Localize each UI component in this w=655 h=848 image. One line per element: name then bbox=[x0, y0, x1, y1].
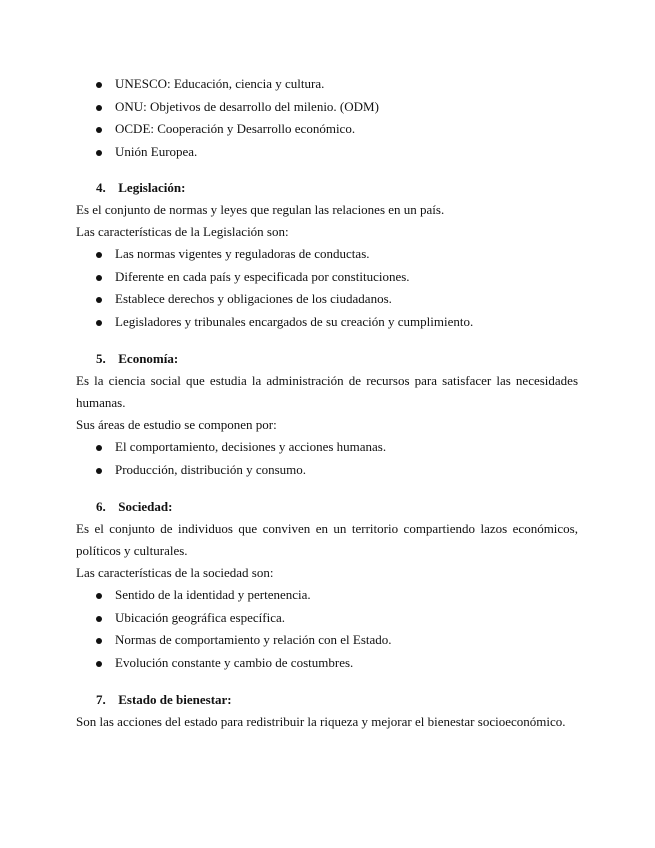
list-item-text: Las normas vigentes y reguladoras de conductas. bbox=[115, 246, 370, 261]
section-number: 4. bbox=[96, 180, 106, 195]
list-item-text: OCDE: Cooperación y Desarrollo económico. bbox=[115, 121, 356, 136]
section-title: Estado de bienestar: bbox=[118, 692, 232, 707]
list-item bbox=[76, 243, 578, 266]
section-list bbox=[76, 584, 578, 674]
list-item-text: Unión Europea. bbox=[115, 143, 198, 159]
list-item-text: El comportamiento, decisiones y acciones humanas. bbox=[115, 439, 387, 454]
list-item-text: Sentido de la identidad y pertenencia. bbox=[115, 587, 311, 602]
section-sociedad bbox=[76, 496, 578, 674]
list-item-text: Producción, distribución y consumo. bbox=[115, 461, 307, 477]
section-title: Legislación: bbox=[118, 180, 186, 195]
list-item bbox=[76, 288, 578, 311]
section-list bbox=[76, 243, 578, 333]
section-intro: Sus áreas de estudio se componen por: bbox=[76, 417, 277, 432]
section-definition: Son las acciones del estado para redistribuir la riqueza y mejorar el bienestar socioeconómico. bbox=[76, 714, 566, 729]
bullet-icon bbox=[96, 661, 102, 667]
section-heading bbox=[76, 177, 578, 199]
section-economia bbox=[76, 348, 578, 481]
section-estado-de-bienestar bbox=[76, 689, 578, 733]
bullet-icon bbox=[96, 320, 102, 326]
list-item bbox=[76, 311, 578, 334]
list-item-text: Normas de comportamiento y relación con el Estado. bbox=[115, 632, 392, 647]
section-legislacion bbox=[76, 177, 578, 333]
section-list bbox=[76, 436, 578, 481]
section-heading bbox=[76, 496, 578, 518]
list-item bbox=[76, 266, 578, 289]
list-item bbox=[76, 436, 578, 459]
list-item-text: Evolución constante y cambio de costumbres. bbox=[115, 654, 354, 670]
bullet-icon bbox=[96, 593, 102, 599]
section-intro: Las características de la sociedad son: bbox=[76, 565, 274, 580]
bullet-icon bbox=[96, 82, 102, 88]
list-item bbox=[76, 459, 578, 482]
bullet-icon bbox=[96, 445, 102, 451]
list-item-text: Establece derechos y obligaciones de los ciudadanos. bbox=[115, 291, 392, 306]
bullet-icon bbox=[96, 275, 102, 281]
bullet-icon bbox=[96, 468, 102, 474]
section-number: 6. bbox=[96, 499, 106, 514]
list-item-text: Legisladores y tribunales encargados de su creación y cumplimiento. bbox=[115, 313, 474, 329]
bullet-icon bbox=[96, 616, 102, 622]
section-heading bbox=[76, 348, 578, 370]
section-title: Economía: bbox=[118, 351, 179, 366]
list-item bbox=[76, 584, 578, 607]
bullet-icon bbox=[96, 105, 102, 111]
section-heading bbox=[76, 689, 578, 711]
list-item bbox=[76, 73, 578, 96]
list-item bbox=[76, 118, 578, 141]
section-number: 7. bbox=[96, 692, 106, 707]
bullet-icon bbox=[96, 638, 102, 644]
section-number: 5. bbox=[96, 351, 106, 366]
section-definition: Es la ciencia social que estudia la administración de recursos para satisfacer las necesidades humanas. bbox=[76, 373, 578, 410]
document-page bbox=[76, 73, 578, 733]
list-item bbox=[76, 96, 578, 119]
bullet-icon bbox=[96, 127, 102, 133]
bullet-icon bbox=[96, 150, 102, 156]
section-intro: Las características de la Legislación son: bbox=[76, 224, 289, 239]
organizations-list bbox=[76, 73, 578, 163]
section-definition: Es el conjunto de individuos que conviven en un territorio compartiendo lazos económicos, políticos y culturales. bbox=[76, 521, 578, 558]
section-definition: Es el conjunto de normas y leyes que regulan las relaciones en un país. bbox=[76, 202, 445, 217]
list-item-text: ONU: Objetivos de desarrollo del milenio. (ODM) bbox=[115, 98, 379, 114]
list-item-text: UNESCO: Educación, ciencia y cultura. bbox=[115, 76, 325, 91]
list-item-text: Diferente en cada país y especificada por constituciones. bbox=[115, 268, 410, 284]
bullet-icon bbox=[96, 252, 102, 258]
list-item bbox=[76, 652, 578, 675]
list-item-text: Ubicación geográfica específica. bbox=[115, 609, 285, 625]
list-item bbox=[76, 141, 578, 164]
list-item bbox=[76, 607, 578, 630]
section-title: Sociedad: bbox=[118, 499, 173, 514]
list-item bbox=[76, 629, 578, 652]
bullet-icon bbox=[96, 297, 102, 303]
